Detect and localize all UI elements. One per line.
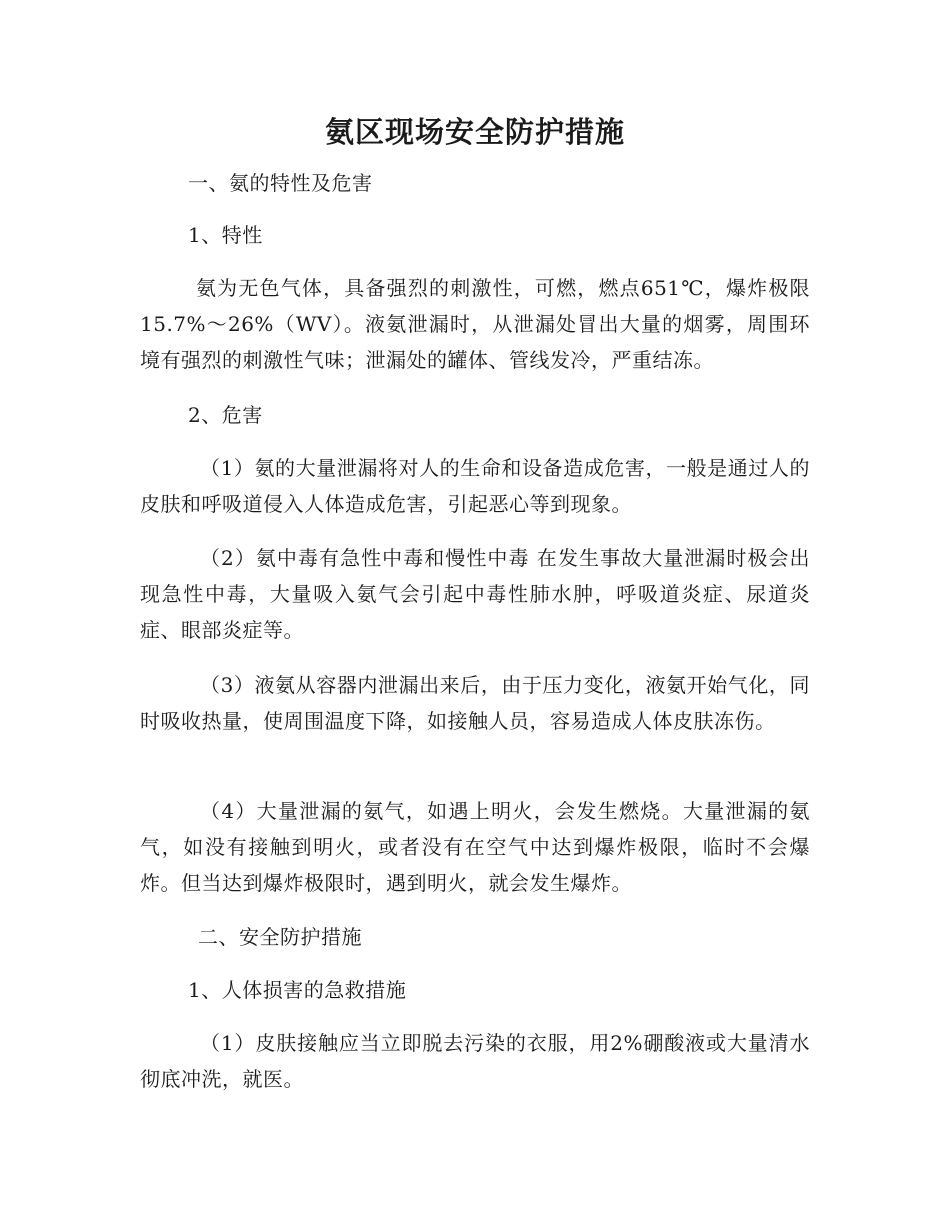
subsection-characteristics-heading: 1、特性: [188, 223, 263, 247]
first-aid-item-1: （1）皮肤接触应当立即脱去污染的衣服，用2%硼酸液或大量清水彻底冲洗，就医。: [140, 1031, 810, 1091]
document-title: 氨区现场安全防护措施: [324, 115, 625, 149]
section-2-heading: 二、安全防护措施: [198, 925, 362, 949]
hazard-item-4: （4）大量泄漏的氨气，如遇上明火，会发生燃烧。大量泄漏的氨气，如没有接触到明火，或者没有在空气中达到爆炸极限，临时不会爆炸。但当达到爆炸极限时，遇到明火，就会发生爆炸。: [140, 799, 810, 895]
hazard-item-3: （3）液氨从容器内泄漏出来后，由于压力变化，液氨开始气化，同时吸收热量，使周围温度下降，如接触人员，容易造成人体皮肤冻伤。: [140, 673, 810, 733]
subsection-hazards-heading: 2、危害: [188, 403, 263, 427]
hazard-item-2: （2）氨中毒有急性中毒和慢性中毒 在发生事故大量泄漏时极会出现急性中毒，大量吸入氨气会引起中毒性肺水肿，呼吸道炎症、尿道炎症、眼部炎症等。: [140, 546, 810, 642]
characteristics-paragraph: 氨为无色气体，具备强烈的刺激性，可燃，燃点651℃，爆炸极限15.7%～26%（WV）。液氨泄漏时，从泄漏处冒出大量的烟雾，周围环境有强烈的刺激性气味；泄漏处的罐体、管线发冷，严重结冻。: [140, 276, 810, 372]
hazard-item-1: （1）氨的大量泄漏将对人的生命和设备造成危害，一般是通过人的皮肤和呼吸道侵入人体造成危害，引起恶心等到现象。: [140, 456, 810, 516]
section-1-heading: 一、氨的特性及危害: [188, 171, 373, 195]
subsection-first-aid-heading: 1、人体损害的急救措施: [188, 978, 407, 1002]
